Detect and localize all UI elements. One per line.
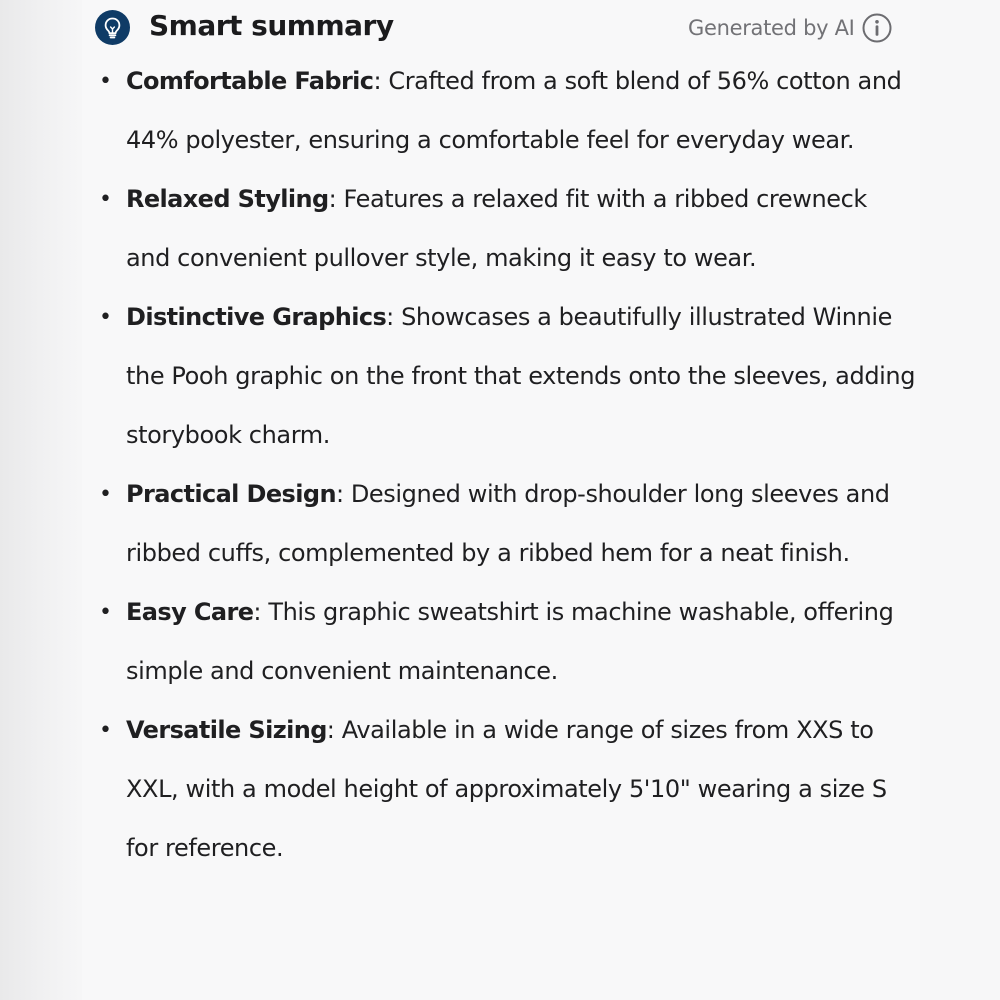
item-term: Comfortable Fabric: [126, 67, 374, 95]
list-item: [99, 465, 916, 583]
item-term: Distinctive Graphics: [126, 303, 387, 331]
summary-title: Smart summary: [149, 9, 394, 42]
item-text: : Showcases a beautifully illustrated Winnie the Pooh graphic on the front that extends onto the sleeves, adding storybook charm.: [126, 303, 916, 449]
bullet-icon: •: [99, 482, 112, 507]
generated-by-ai-label: Generated by AI: [688, 16, 855, 40]
list-item: [99, 583, 916, 701]
item-text: : Available in a wide range of sizes from XXS to XXL, with a model height of approximately 5'10" wearing a size S for reference.: [126, 716, 887, 862]
item-term: Easy Care: [126, 598, 254, 626]
item-text: : This graphic sweatshirt is machine washable, offering simple and convenient maintenance.: [126, 598, 894, 685]
info-icon[interactable]: [861, 12, 893, 44]
smart-summary-card: [82, 0, 920, 1000]
lightbulb-icon: [95, 10, 130, 45]
list-item: [99, 52, 916, 170]
item-text: : Designed with drop-shoulder long sleeves and ribbed cuffs, complemented by a ribbed hem for a neat finish.: [126, 480, 890, 567]
list-item: [99, 701, 916, 878]
item-term: Versatile Sizing: [126, 716, 327, 744]
item-term: Practical Design: [126, 480, 336, 508]
list-item: [99, 170, 916, 288]
item-text: : Crafted from a soft blend of 56% cotton and 44% polyester, ensuring a comfortable feel for everyday wear.: [126, 67, 902, 154]
bullet-icon: •: [99, 718, 112, 743]
bullet-icon: •: [99, 187, 112, 212]
item-text: : Features a relaxed fit with a ribbed crewneck and convenient pullover style, making it easy to wear.: [126, 185, 867, 272]
list-item: [99, 288, 916, 465]
bullet-icon: •: [99, 305, 112, 330]
summary-list: [99, 52, 916, 878]
summary-header: [82, 0, 920, 58]
item-term: Relaxed Styling: [126, 185, 329, 213]
bullet-icon: •: [99, 600, 112, 625]
bullet-icon: •: [99, 69, 112, 94]
